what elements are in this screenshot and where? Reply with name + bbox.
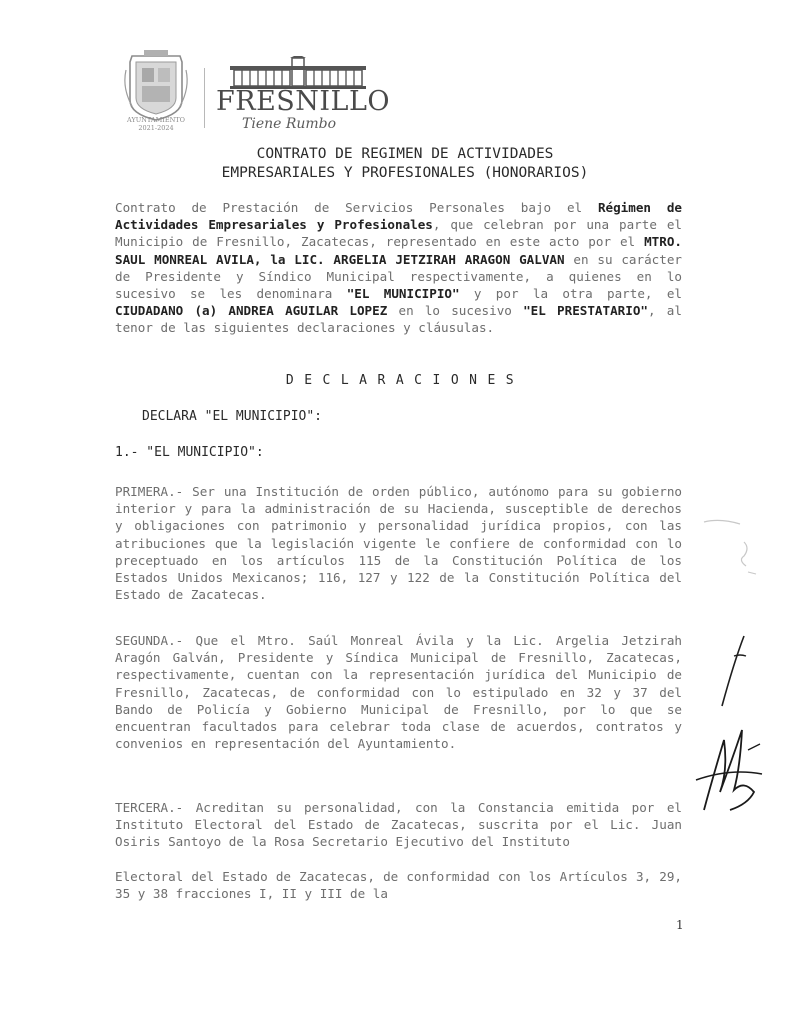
- intro-text-6: , al tenor de las siguientes declaraciones y cláusulas.: [115, 303, 682, 336]
- intro-paragraph: [115, 199, 682, 337]
- signature-icon: [690, 720, 780, 820]
- intro-bold-municipio: "EL MUNICIPIO": [346, 286, 460, 302]
- signature-initial-icon: [712, 632, 752, 712]
- seal-caption-line2: 2021-2024: [138, 124, 174, 132]
- seal-caption-line1: AYUNTAMIENTO: [127, 116, 185, 124]
- intro-text-4: y por la otra parte, el: [459, 286, 682, 302]
- intro-bold-representatives: MTRO. SAUL MONREAL AVILA, la LIC. ARGELIA JETZIRAH ARAGON GALVAN: [115, 234, 682, 267]
- municipio-item-1: 1.- "EL MUNICIPIO":: [115, 445, 264, 460]
- contract-title-line1: CONTRATO DE REGIMEN DE ACTIVIDADES: [256, 146, 554, 162]
- clause-tercera-part2: Electoral del Estado de Zacatecas, de conformidad con los Artículos 3, 29, 35 y 38 fracciones I, II y III de la: [115, 869, 682, 902]
- intro-text-3: en su carácter de Presidente y Síndico Municipal respectivamente, a quienes en lo sucesivo se les denominara: [115, 251, 683, 302]
- seal-caption: [118, 116, 194, 132]
- intro-bold-regimen: Régimen de Actividades Empresariales y Profesionales: [115, 200, 682, 233]
- intro-text-1: Contrato de Prestación de Servicios Personales bajo el: [115, 200, 598, 215]
- intro-text-2: , que celebran por una parte el Municipio de Fresnillo, Zacatecas, representado en este acto por el: [115, 217, 683, 250]
- contract-title-line2: EMPRESARIALES Y PROFESIONALES (HONORARIOS): [221, 165, 589, 181]
- declara-municipio-heading: DECLARA "EL MUNICIPIO":: [142, 409, 323, 424]
- margin-mark-icon: [700, 512, 760, 592]
- intro-bold-prestatario: "EL PRESTATARIO": [523, 303, 649, 319]
- clause-segunda: SEGUNDA.- Que el Mtro. Saúl Monreal Ávila y la Lic. Argelia Jetzirah Aragón Galván, Presidente y Síndica Municipal de Fresnillo, Zacatecas, respectivamente, cuentan con la representación jurídica del Municipio de Fresnillo, Zacatecas, de conformidad con lo estipulado en 32 y 37 del Bando de Policía y Gobierno Municipal de Fresnillo, por lo que se encuentran facultados para celebrar toda clase de acuerdos, contratos y convenios en representación del Ayuntamiento.: [115, 633, 682, 752]
- clause-primera: PRIMERA.- Ser una Institución de orden público, autónomo para su gobierno interior y para la administración de su Hacienda, susceptible de derechos y obligaciones con patrimonio y personalidad jurídica propios, con las atribuciones que la legislación vigente le confiere de conformidad con lo preceptuado en los artículos 115 de la Constitución Política de los Estados Unidos Mexicanos; 116, 127 y 122 de la Constitución Política del Estado de Zacatecas.: [115, 484, 682, 603]
- declaraciones-heading: DECLARACIONES: [285, 373, 525, 388]
- building-icon: [230, 56, 366, 90]
- intro-text-5: en lo sucesivo: [387, 303, 524, 319]
- header-divider: [204, 68, 205, 128]
- clause-tercera-part1: TERCERA.- Acreditan su personalidad, con la Constancia emitida por el Instituto Electoral del Estado de Zacatecas, suscrita por el Lic. Juan Osiris Santoyo de la Rosa Secretario Ejecutivo del Instituto: [115, 800, 682, 850]
- logo-wordmark: FRESNILLO: [216, 86, 391, 117]
- intro-bold-ciudadano: CIUDADANO (a) ANDREA AGUILAR LOPEZ: [115, 303, 388, 319]
- letterhead: [118, 48, 398, 138]
- logo-tagline: Tiene Rumbo: [242, 116, 337, 132]
- page-number: 1: [676, 918, 684, 932]
